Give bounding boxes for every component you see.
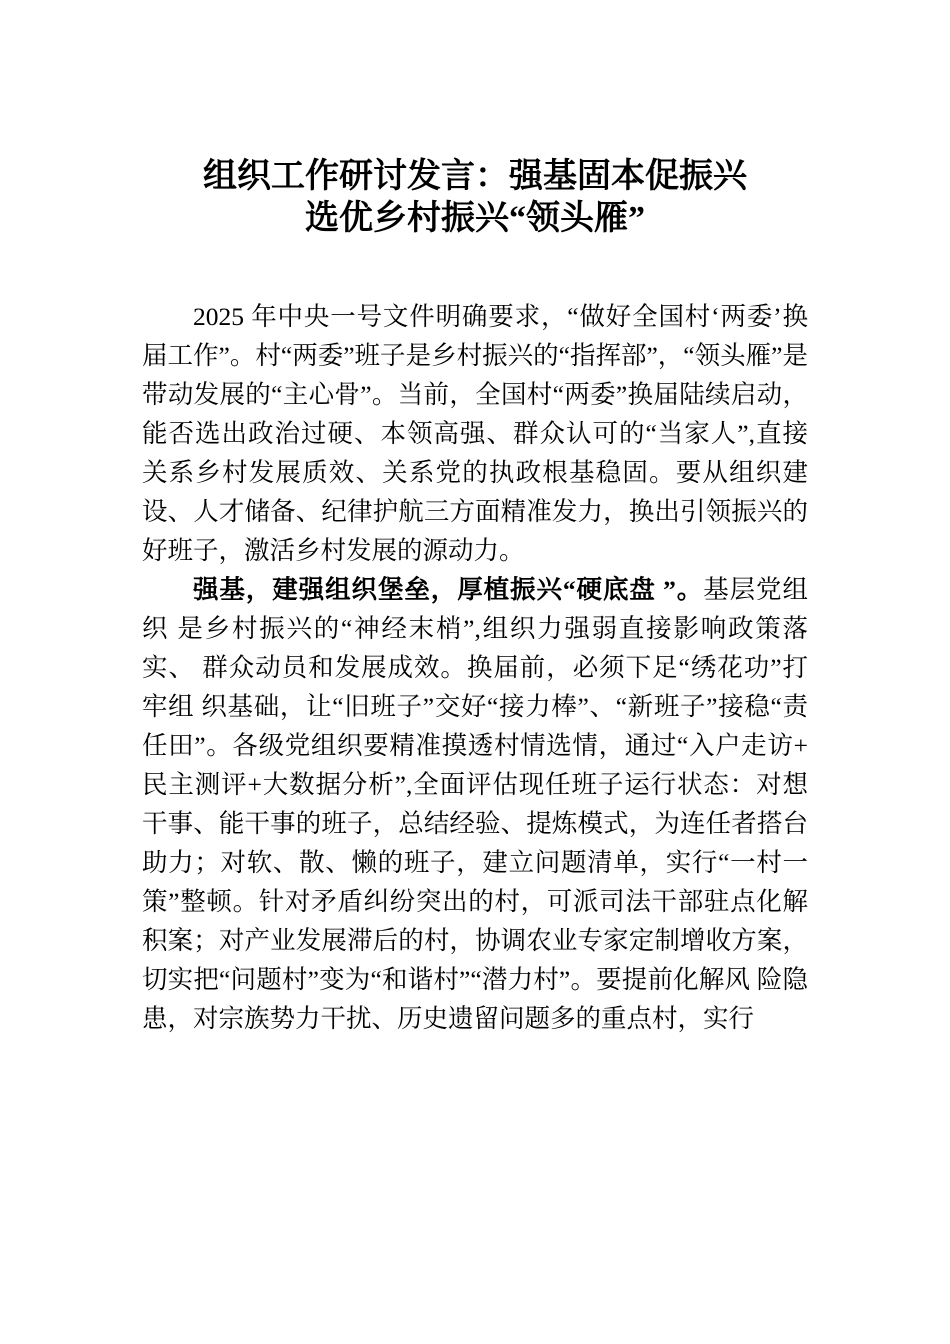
paragraph-2-text: 基层党组织 是乡村振兴的“神经末梢”,组织力强弱直接影响政策落实、 群众动员和发展成效。换届前，必须下足“绣花功”打牢组 织基础，让“旧班子”交好“接力棒”、“新班子”接稳“责 任田”。各级党组织要精准摸透村情选情，通过“入户走访+ 民主测评+大数据分析”,全面评估现任班子运行状态：对想 干事、能干事的班子，总结经验、提炼模式，为连任者搭台 助力；对软、散、懒的班子，建立问题清单，实行“一村一 策”整顿。针对矛盾纠纷突出的村，可派司法干部驻点化解 积案；对产业发展滞后的村，协调农业专家定制增收方案， 切实把“问题村”变为“和谐村”“潜力村”。要提前化解风 险隐患，对宗族势力干扰、历史遗留问题多的重点村，实行 [142,575,808,1033]
paragraph-1 [142,297,808,570]
document-title [0,0,950,240]
paragraph-2-bold-lead: 强基，建强组织堡垒，厚植振兴“硬底盘 ”。 [193,575,704,604]
title-line-1: 组织工作研讨发言：强基固本促振兴 [203,158,747,195]
title-line-2: 选优乡村振兴“领头雁” [305,200,645,237]
paragraph-1-text: 2025 年中央一号文件明确要求，“做好全国村‘两委’换届工作”。村“两委”班子是乡村振兴的“指挥部”，“领头雁”是带动发展的“主心骨”。当前，全国村“两委”换届陆续启动，能否选出政治过硬、本领高强、群众认可的“当家人”,直接关系乡村发展质效、关系党的执政根基稳固。要从组织建设、人才储备、纪律护航三方面精准发力，换出引领振兴的好班子，激活乡村发展的源动力。 [142,302,808,565]
paragraph-2 [142,570,808,1038]
document-body [142,297,808,1038]
